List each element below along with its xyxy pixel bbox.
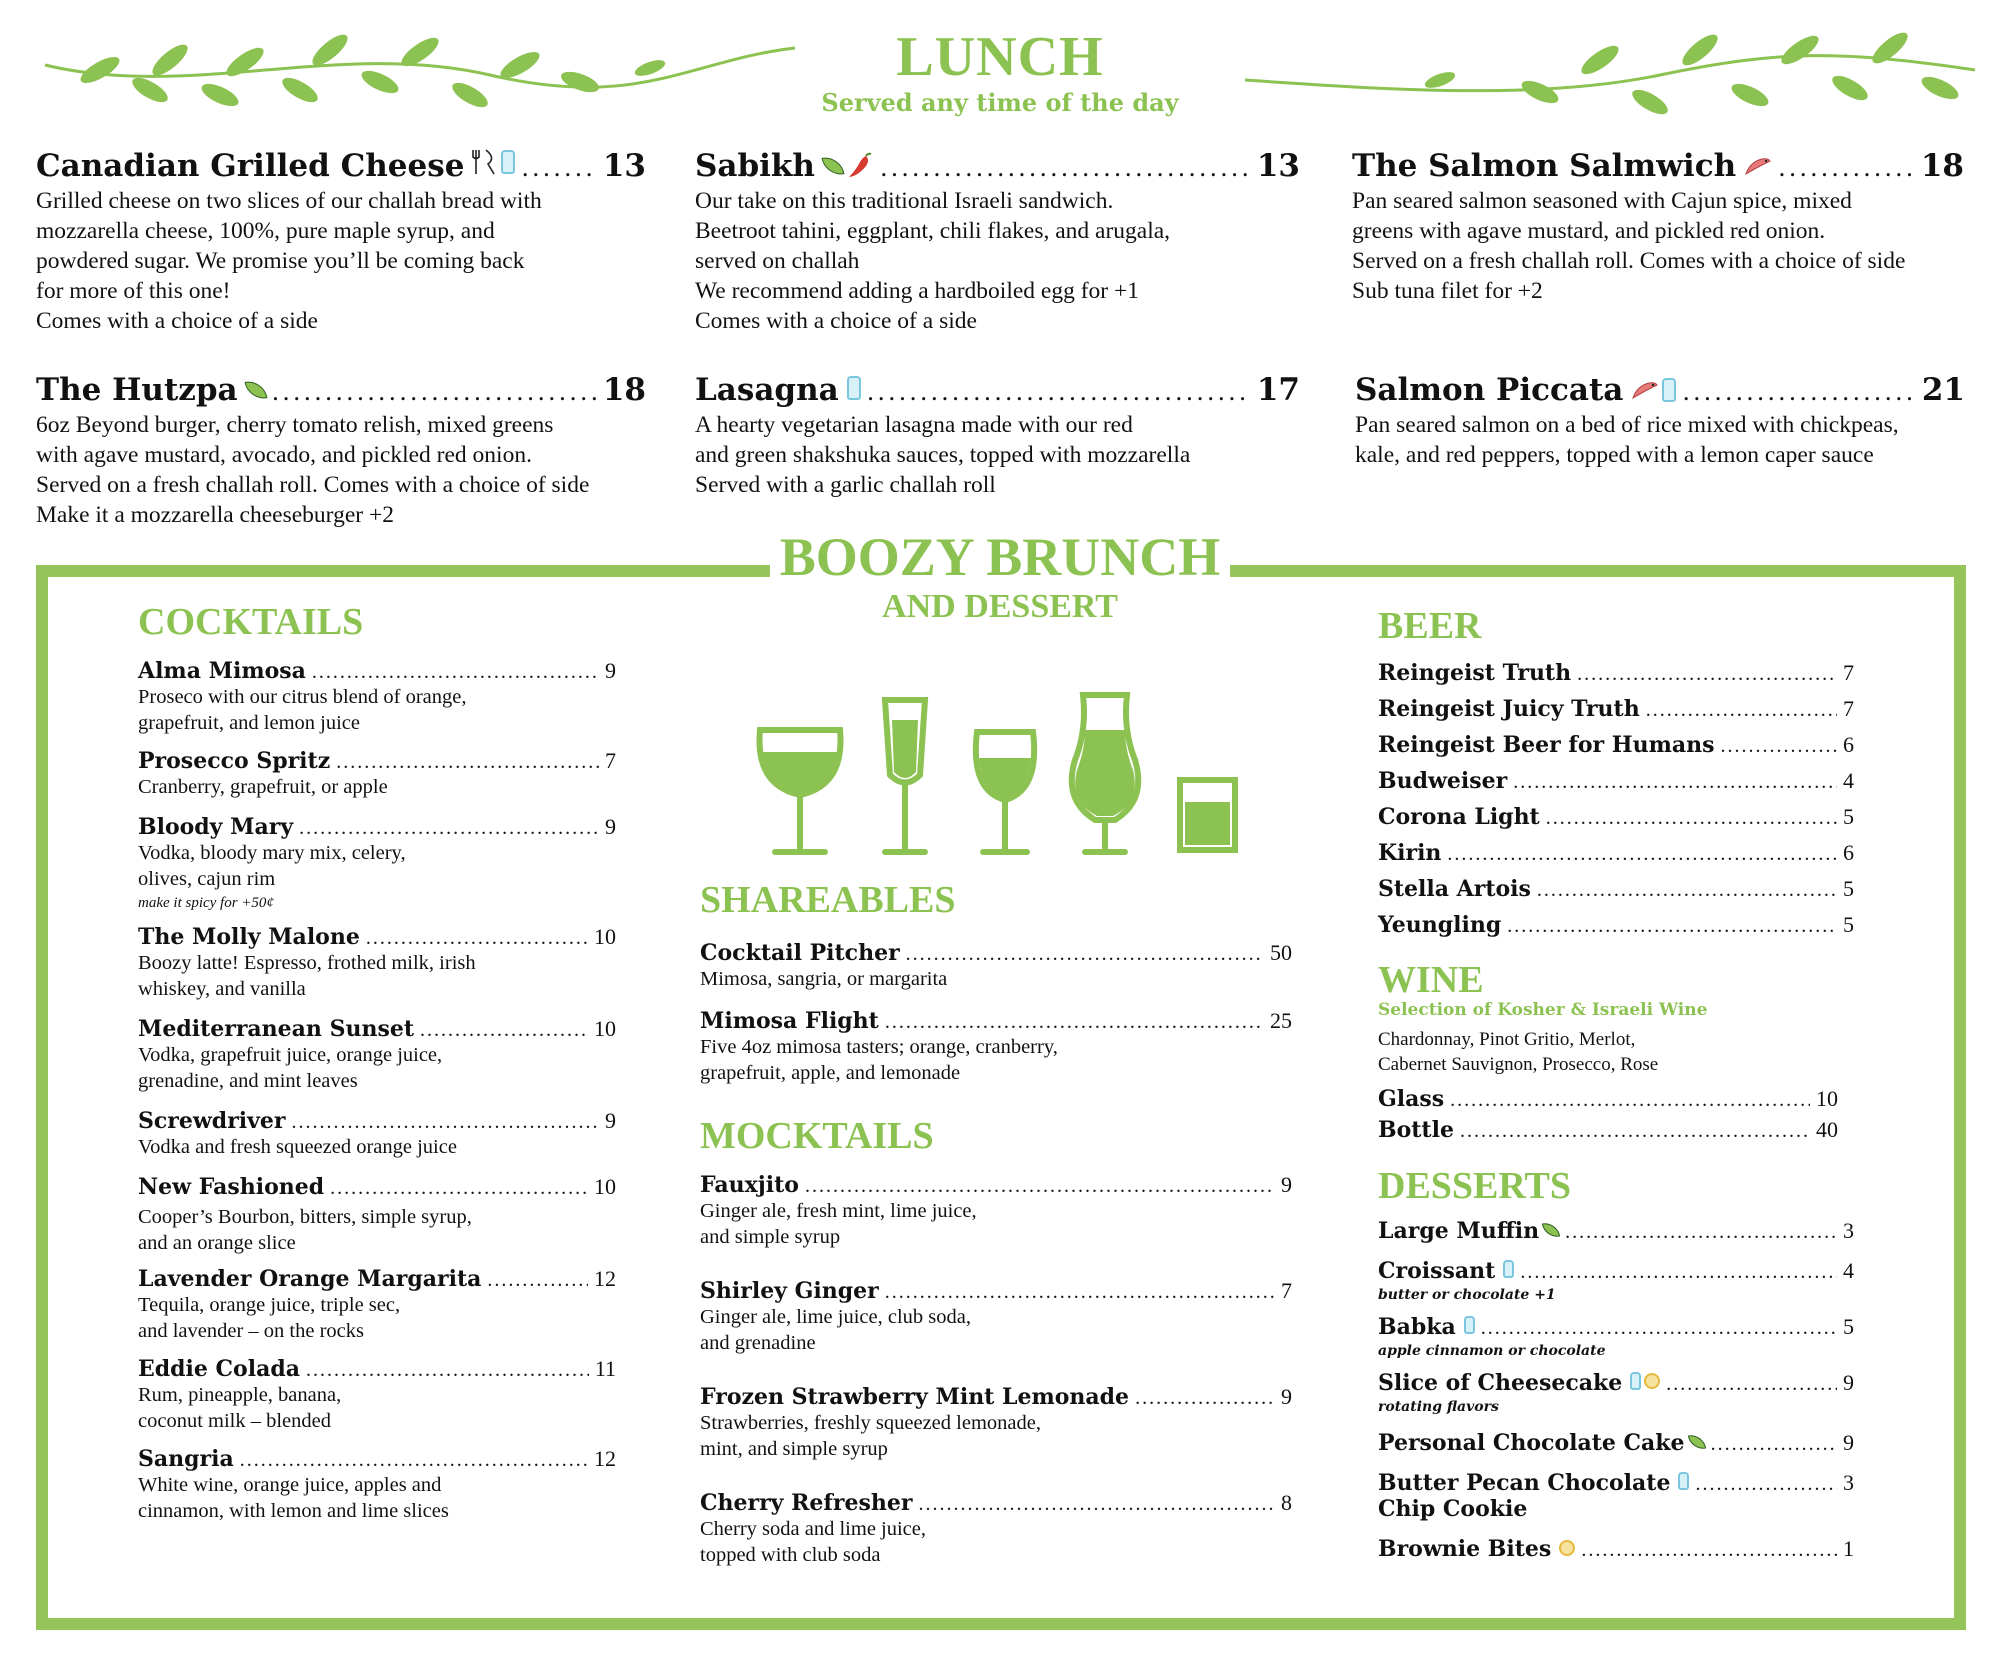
item-note: rotating flavors xyxy=(1378,1399,1499,1415)
menu-item: Croissant ..... 4 butter or chocolate +1 xyxy=(1378,1258,1854,1306)
leader-dots xyxy=(867,378,1251,406)
salt-shaker-icon xyxy=(1678,1472,1689,1490)
coin-icon xyxy=(1559,1540,1575,1556)
item-price: 13 xyxy=(602,148,646,184)
menu-item: Shirley Ginger ..... 7 Ginger ale, lime juice, club soda, and grenadine xyxy=(700,1278,1292,1356)
menu-item: Mediterranean Sunset ..... 10 Vodka, grapefruit juice, orange juice, grenadine, and mint leaves xyxy=(138,1016,616,1094)
menu-item: Cocktail Pitcher ..... 50 Mimosa, sangria, or margarita xyxy=(700,940,1292,992)
menu-item: Budweiser ..... 4 xyxy=(1378,768,1854,804)
leaf-icon xyxy=(1687,1433,1706,1452)
salt-shaker-icon xyxy=(1662,378,1676,402)
menu-item: Reingeist Juicy Truth ..... 7 xyxy=(1378,696,1854,732)
menu-item: Large Muffin ..... 3 xyxy=(1378,1218,1854,1244)
item-description: Pan seared salmon on a bed of rice mixed with chickpeas, kale, and red peppers, topped with a lemon caper sauce xyxy=(1355,412,1899,468)
menu-item: Cherry Refresher ..... 8 Cherry soda and lime juice, topped with club soda xyxy=(700,1490,1292,1568)
mocktails-list xyxy=(700,1172,1292,1578)
menu-item: Lavender Orange Margarita ..... 12 Tequila, orange juice, triple sec, and lavender – on the rocks xyxy=(138,1266,616,1344)
boozy-subtitle: AND DESSERT xyxy=(882,588,1118,625)
menu-item: Kirin ..... 6 xyxy=(1378,840,1854,876)
menu-item: Brownie Bites ..... 1 xyxy=(1378,1536,1854,1562)
boozy-header xyxy=(770,525,1230,625)
item-description: Grilled cheese on two slices of our challah bread with mozzarella cheese, 100%, pure maple syrup, and powdered sugar. We promise you’ll be coming back for more of this one! Comes with a choice of a side xyxy=(36,188,542,334)
item-note: make it spicy for +50¢ xyxy=(138,895,274,911)
salt-shaker-icon xyxy=(1503,1260,1514,1278)
leader-dots xyxy=(880,154,1251,182)
shareables-list xyxy=(700,940,1292,1096)
item-price: 17 xyxy=(1256,372,1300,408)
item-price: 21 xyxy=(1921,372,1965,408)
desserts-list xyxy=(1378,1218,1854,1572)
menu-item: Bottle ..... 40 xyxy=(1378,1117,1838,1148)
item-price: 18 xyxy=(602,372,646,408)
menu-item: Alma Mimosa ..... 9 Proseco with our citrus blend of orange, grapefruit, and lemon juice xyxy=(138,658,616,736)
lunch-item-salmon-piccata xyxy=(1355,372,1965,470)
item-note: butter or chocolate +1 xyxy=(1378,1287,1556,1303)
item-name: Lasagna xyxy=(695,372,839,408)
fish-icon xyxy=(1631,380,1659,400)
item-price: 18 xyxy=(1920,148,1964,184)
menu-item: Stella Artois ..... 5 xyxy=(1378,876,1854,912)
cocktails-list xyxy=(138,658,616,1534)
item-description: 6oz Beyond burger, cherry tomato relish, mixed greens with agave mustard, avocado, and pickled red onion. Served on a fresh challah roll. Comes with a choice of side Make it a mozzarella cheeseburger +2 xyxy=(36,412,590,528)
item-name: Sabikh xyxy=(695,148,815,184)
wine-description: Chardonnay, Pinot Gritio, Merlot, Cabernet Sauvignon, Prosecco, Rose xyxy=(1378,1029,1659,1075)
salt-shaker-icon xyxy=(1464,1316,1475,1334)
beer-list xyxy=(1378,660,1854,948)
menu-item: Butter Pecan Chocolate ..... 3 Chip Cookie xyxy=(1378,1470,1854,1522)
leader-dots xyxy=(272,378,597,406)
boozy-title: BOOZY BRUNCH xyxy=(779,527,1221,587)
item-description: Our take on this traditional Israeli sandwich. Beetroot tahini, eggplant, chili flakes, and arugala, served on challah We recommend adding a hardboiled egg for +1 Comes with a choice of a side xyxy=(695,188,1171,334)
menu-item: The Molly Malone ..... 10 Boozy latte! Espresso, frothed milk, irish whiskey, and vanilla xyxy=(138,924,616,1002)
menu-item: Prosecco Spritz ..... 7 Cranberry, grapefruit, or apple xyxy=(138,748,616,800)
lunch-title: LUNCH xyxy=(896,26,1104,88)
menu-item: Personal Chocolate Cake ..... 9 xyxy=(1378,1430,1854,1456)
desserts-title: DESSERTS xyxy=(1378,1165,1571,1207)
lunch-item-salmon-salmwich xyxy=(1352,148,1964,306)
salt-shaker-icon xyxy=(1630,1372,1641,1390)
salt-shaker-icon xyxy=(847,376,861,400)
menu-item: New Fashioned ..... 10 Cooper’s Bourbon, bitters, simple syrup, and an orange slice xyxy=(138,1174,616,1256)
menu-item: Corona Light ..... 5 xyxy=(1378,804,1854,840)
lunch-item-the-hutzpa xyxy=(36,372,646,530)
lunch-subtitle: Served any time of the day xyxy=(821,88,1179,117)
item-description: A hearty vegetarian lasagna made with our red and green shakshuka sauces, topped with mozzarella Served with a garlic challah roll xyxy=(695,412,1191,498)
leaf-icon xyxy=(821,154,844,177)
fish-icon xyxy=(1744,156,1772,176)
menu-item: Yeungling ..... 5 xyxy=(1378,912,1854,948)
coin-icon xyxy=(1644,1373,1660,1389)
shareables-title: SHAREABLES xyxy=(700,879,956,921)
menu-item: Mimosa Flight ..... 25 Five 4oz mimosa tasters; orange, cranberry, grapefruit, apple, and lemonade xyxy=(700,1008,1292,1086)
salt-shaker-icon xyxy=(501,150,515,174)
item-price: 13 xyxy=(1256,148,1300,184)
lunch-item-lasagna xyxy=(695,372,1300,500)
menu-item: Glass ..... 10 xyxy=(1378,1086,1838,1117)
menu-item: Screwdriver ..... 9 Vodka and fresh squeezed orange juice xyxy=(138,1108,616,1160)
menu-item: Bloody Mary ..... 9 Vodka, bloody mary mix, celery, olives, cajun rim make it spicy for +50¢ xyxy=(138,814,616,914)
lunch-header xyxy=(0,26,2000,117)
glassware-illustration xyxy=(755,690,1245,860)
item-name: The Hutzpa xyxy=(36,372,238,408)
menu-item: Frozen Strawberry Mint Lemonade ..... 9 Strawberries, freshly squeezed lemonade, mint, and simple syrup xyxy=(700,1384,1292,1462)
menu-item: Eddie Colada ..... 11 Rum, pineapple, banana, coconut milk – blended xyxy=(138,1356,616,1434)
item-note: apple cinnamon or chocolate xyxy=(1378,1343,1606,1359)
wine-subtitle: Selection of Kosher & Israeli Wine xyxy=(1378,1000,1708,1020)
leader-dots xyxy=(1682,378,1915,406)
item-description: Pan seared salmon seasoned with Cajun spice, mixed greens with agave mustard, and pickled red onion. Served on a fresh challah roll. Comes with a choice of side Sub tuna filet for +2 xyxy=(1352,188,1906,304)
item-name: Canadian Grilled Cheese xyxy=(36,148,465,184)
lunch-item-canadian-grilled-cheese xyxy=(36,148,646,336)
menu-item: Babka ..... 5 apple cinnamon or chocolate xyxy=(1378,1314,1854,1362)
menu-item: Reingeist Truth ..... 7 xyxy=(1378,660,1854,696)
leaf-icon xyxy=(1542,1221,1561,1240)
menu-item: Reingeist Beer for Humans ..... 6 xyxy=(1378,732,1854,768)
item-name: Salmon Piccata xyxy=(1355,372,1624,408)
leader-dots xyxy=(1778,154,1915,182)
item-name: The Salmon Salmwich xyxy=(1352,148,1737,184)
utensils-icon xyxy=(472,148,498,176)
wine-list xyxy=(1378,1086,1838,1148)
menu-item: Sangria ..... 12 White wine, orange juice, apples and cinnamon, with lemon and lime slices xyxy=(138,1446,616,1524)
wine-title: WINE xyxy=(1378,959,1484,1001)
chili-icon xyxy=(846,152,874,180)
menu-item: Slice of Cheesecake ..... 9 rotating flavors xyxy=(1378,1370,1854,1418)
mocktails-title: MOCKTAILS xyxy=(700,1115,934,1157)
lunch-item-sabikh xyxy=(695,148,1300,336)
leader-dots xyxy=(521,154,596,182)
menu-item: Fauxjito ..... 9 Ginger ale, fresh mint, lime juice, and simple syrup xyxy=(700,1172,1292,1250)
beer-title: BEER xyxy=(1378,605,1482,647)
cocktails-title: COCKTAILS xyxy=(138,601,364,643)
leaf-icon xyxy=(244,378,267,401)
